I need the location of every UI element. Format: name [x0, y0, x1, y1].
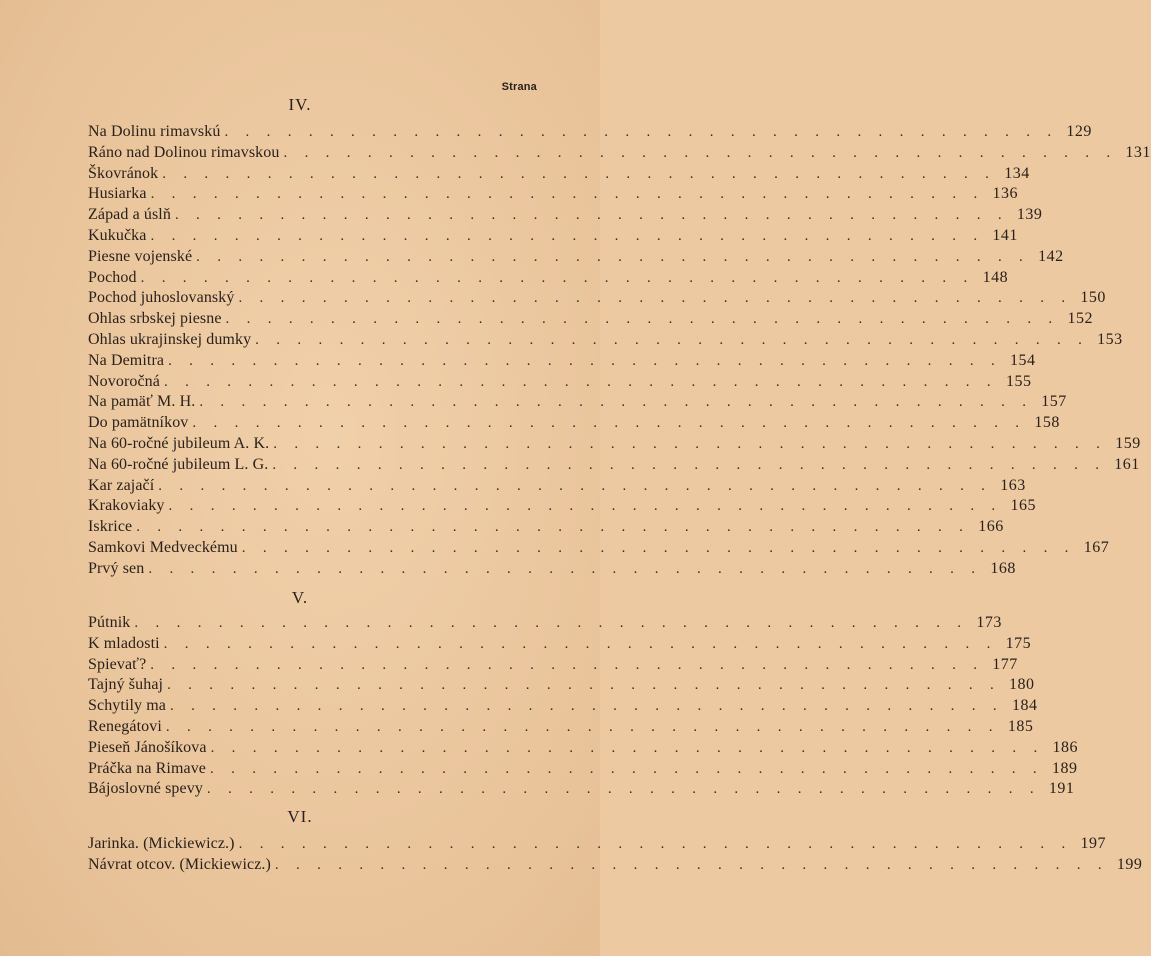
toc-entry [88, 779, 1075, 800]
dot-leader: . . . . . . . . . . . . . . . . . . . . . . . . . . . . . . . . . . . . . . . . [210, 739, 1045, 756]
toc-entry-title: Bájoslovné spevy [88, 780, 203, 798]
toc-entry-title: Ohlas ukrajinskej dumky [88, 330, 252, 348]
toc-entry-title: Návrat otcov. (Mickiewicz.) [88, 855, 271, 873]
section-heading-iv: IV. [288, 95, 312, 114]
toc-entry-page: 161 [1114, 455, 1140, 473]
dot-leader: . . . . . . . . . . . . . . . . . . . . . . . . . . . . . . . . . . . . . . . . [136, 519, 970, 536]
toc-entry-title: Novoročná [88, 372, 160, 390]
toc-entry-title: Práčka na Rimave [88, 759, 206, 777]
toc-entry [88, 613, 1002, 634]
toc-entry-page: 131 [1125, 143, 1151, 161]
toc-entry-title: Tajný šuhaj [88, 676, 164, 694]
toc-entry-page: 165 [1010, 497, 1036, 515]
toc-entry [88, 205, 1043, 226]
toc-entry [88, 413, 1060, 434]
dot-leader: . . . . . . . . . . . . . . . . . . . . . . . . . . . . . . . . . . . . . . . . [273, 435, 1107, 452]
toc-entry-page: 142 [1038, 247, 1064, 265]
toc-entry-title: Kar zajačí [88, 476, 155, 494]
toc-entry-title: Jarinka. (Mickiewicz.) [88, 835, 235, 852]
toc-entry-page: 167 [1083, 538, 1110, 556]
toc-entry-page: 168 [990, 559, 1016, 577]
dot-leader: . . . . . . . . . . . . . . . . . . . . . . . . . . . . . . . . . . . . . . . . [274, 856, 1109, 873]
toc-entry [88, 164, 1030, 185]
dot-leader: . . . . . . . . . . . . . . . . . . . . . . . . . . . . . . . . . . . . . . . . [168, 498, 1002, 515]
dot-leader: . . . . . . . . . . . . . . . . . . . . . . . . . . . . . . . . . . . . . . . . [140, 269, 975, 286]
toc-entry-title: Pochod [88, 268, 137, 286]
toc-entry-page: 197 [1080, 835, 1107, 852]
toc-list-vi [88, 834, 1143, 876]
toc-entry-page: 136 [992, 185, 1019, 203]
toc-entry [88, 143, 1151, 164]
toc-entry-page: 199 [1116, 855, 1143, 873]
toc-entry-page: 141 [992, 226, 1018, 244]
toc-entry-title: Pieseň Jánošíkova [88, 738, 207, 756]
toc-entry-title: Husiarka [88, 185, 147, 203]
toc-entry [88, 268, 1009, 289]
section-heading-vi: VI. [287, 807, 313, 826]
dot-leader: . . . . . . . . . . . . . . . . . . . . . . . . . . . . . . . . . . . . . . . . [238, 836, 1073, 852]
toc-entry [88, 717, 1034, 738]
toc-entry-title: Západ a úslň [88, 206, 171, 224]
toc-entry-title: Prvý sen [88, 559, 145, 577]
toc-entry [88, 372, 1032, 393]
dot-leader: . . . . . . . . . . . . . . . . . . . . . . . . . . . . . . . . . . . . . . . . [168, 352, 1002, 369]
toc-entry-page: 189 [1051, 759, 1078, 777]
toc-entry-title: Do pamätníkov [88, 414, 189, 432]
toc-entry-page: 185 [1007, 717, 1034, 735]
toc-entry-title: Spievať? [88, 655, 147, 673]
toc-entry-page: 155 [1005, 372, 1032, 390]
toc-entry [88, 476, 1026, 497]
dot-leader: . . . . . . . . . . . . . . . . . . . . . . . . . . . . . . . . . . . . . . . . [199, 394, 1033, 411]
toc-entry-title: Ráno nad Dolinou rimavskou [88, 143, 280, 161]
toc-entry [88, 496, 1036, 517]
dot-leader: . . . . . . . . . . . . . . . . . . . . . . . . . . . . . . . . . . . . . . . . [196, 248, 1030, 265]
toc-entry-title: Na 60-ročné jubileum A. K. [88, 434, 270, 452]
dot-leader: . . . . . . . . . . . . . . . . . . . . . . . . . . . . . . . . . . . . . . . . [164, 373, 998, 390]
toc-entry-title: Na pamäť M. H. [88, 393, 196, 411]
dot-leader: . . . . . . . . . . . . . . . . . . . . . . . . . . . . . . . . . . . . . . . . [167, 677, 1001, 694]
dot-leader: . . . . . . . . . . . . . . . . . . . . . . . . . . . . . . . . . . . . . . . . [134, 615, 968, 631]
toc-entry [88, 559, 1016, 580]
toc-entry [88, 351, 1036, 372]
toc-entry-title: Ohlas srbskej piesne [88, 310, 222, 328]
dot-leader: . . . . . . . . . . . . . . . . . . . . . . . . . . . . . . . . . . . . . . . . [225, 311, 1059, 328]
toc-entry [88, 122, 1092, 143]
dot-leader: . . . . . . . . . . . . . . . . . . . . . . . . . . . . . . . . . . . . . . . . [148, 560, 982, 577]
toc-entry [88, 226, 1018, 247]
toc-entry [88, 855, 1143, 876]
toc-entry [88, 655, 1018, 676]
toc-entry-page: 139 [1016, 206, 1043, 224]
toc-entry-page: 150 [1080, 289, 1106, 307]
toc-entry [88, 834, 1107, 855]
toc-entry-title: Samkovi Medveckému [88, 538, 238, 556]
toc-list-v [88, 613, 1079, 800]
dot-leader: . . . . . . . . . . . . . . . . . . . . . . . . . . . . . . . . . . . . . . . . [169, 698, 1004, 715]
toc-entry [88, 247, 1064, 268]
toc-entry-page: 180 [1009, 676, 1035, 694]
toc-entry-page: 152 [1067, 310, 1093, 328]
toc-entry [88, 759, 1078, 780]
toc-entry-page: 157 [1041, 393, 1067, 411]
toc-entry-page: 175 [1005, 634, 1032, 652]
dot-leader: . . . . . . . . . . . . . . . . . . . . . . . . . . . . . . . . . . . . . . . . [165, 718, 1000, 735]
dot-leader: . . . . . . . . . . . . . . . . . . . . . . . . . . . . . . . . . . . . . . . . [241, 539, 1076, 556]
dot-leader: . . . . . . . . . . . . . . . . . . . . . . . . . . . . . . . . . . . . . . . . [192, 415, 1026, 432]
toc-entry [88, 288, 1106, 309]
dot-leader: . . . . . . . . . . . . . . . . . . . . . . . . . . . . . . . . . . . . . . . . [158, 477, 992, 494]
toc-entry-title: Pochod juhoslovanský [88, 289, 235, 307]
toc-entry-page: 134 [1004, 164, 1030, 182]
toc-entry-title: Na Demitra [88, 351, 165, 369]
dot-leader: . . . . . . . . . . . . . . . . . . . . . . . . . . . . . . . . . . . . . . . . [150, 656, 984, 673]
toc-entry-title: K mladosti [88, 634, 160, 652]
dot-leader: . . . . . . . . . . . . . . . . . . . . . . . . . . . . . . . . . . . . . . . . [224, 124, 1058, 140]
toc-entry-page: 154 [1010, 351, 1036, 369]
dot-leader: . . . . . . . . . . . . . . . . . . . . . . . . . . . . . . . . . . . . . . . . [162, 165, 996, 182]
toc-entry-page: 186 [1052, 738, 1079, 756]
toc-entry-title: Piesne vojenské [88, 247, 193, 265]
toc-entry-title: Krakoviaky [88, 497, 165, 515]
toc-entry-page: 153 [1097, 330, 1123, 348]
toc-entry-title: Kukučka [88, 226, 147, 244]
page-column-label: Strana [501, 81, 537, 93]
toc-entry [88, 634, 1032, 655]
dot-leader: . . . . . . . . . . . . . . . . . . . . . . . . . . . . . . . . . . . . . . . . [174, 207, 1009, 224]
toc-entry [88, 696, 1038, 717]
toc-entry-page: 184 [1011, 697, 1038, 715]
dot-leader: . . . . . . . . . . . . . . . . . . . . . . . . . . . . . . . . . . . . . . . . [283, 144, 1117, 161]
toc-entry [88, 184, 1019, 205]
section-heading-v: V. [291, 588, 309, 607]
dot-leader: . . . . . . . . . . . . . . . . . . . . . . . . . . . . . . . . . . . . . . . . [210, 760, 1044, 777]
toc-entry-title: Iskrice [88, 518, 133, 536]
toc-entry-page: 191 [1048, 780, 1075, 798]
toc-entry [88, 738, 1079, 759]
dot-leader: . . . . . . . . . . . . . . . . . . . . . . . . . . . . . . . . . . . . . . . . [206, 781, 1041, 798]
toc-entry-title: Renegátovi [88, 717, 162, 735]
toc-entry-title: Škovránok [88, 164, 159, 182]
dot-leader: . . . . . . . . . . . . . . . . . . . . . . . . . . . . . . . . . . . . . . . . [238, 290, 1072, 307]
toc-entry [88, 330, 1123, 351]
toc-entry-page: 166 [978, 518, 1004, 536]
toc-entry-page: 173 [976, 614, 1002, 631]
toc-entry-title: Na Dolinu rimavskú [88, 123, 221, 140]
toc-entry-page: 177 [992, 655, 1018, 673]
dot-leader: . . . . . . . . . . . . . . . . . . . . . . . . . . . . . . . . . . . . . . . . [150, 186, 985, 203]
toc-entry-page: 159 [1115, 434, 1141, 452]
toc-entry [88, 309, 1093, 330]
toc-entry [88, 455, 1140, 476]
toc-entry-title: Na 60-ročné jubileum L. G. [88, 455, 269, 473]
toc-entry-page: 163 [1000, 476, 1026, 494]
toc-list-iv [88, 122, 1151, 580]
toc-entry [88, 538, 1110, 559]
dot-leader: . . . . . . . . . . . . . . . . . . . . . . . . . . . . . . . . . . . . . . . . [272, 456, 1106, 473]
dot-leader: . . . . . . . . . . . . . . . . . . . . . . . . . . . . . . . . . . . . . . . . [150, 227, 984, 244]
toc-entry-page: 148 [982, 268, 1009, 286]
toc-entry-page: 158 [1034, 414, 1060, 432]
dot-leader: . . . . . . . . . . . . . . . . . . . . . . . . . . . . . . . . . . . . . . . . [163, 635, 998, 652]
toc-entry-title: Schytily ma [88, 697, 166, 715]
toc-entry [88, 392, 1067, 413]
dot-leader: . . . . . . . . . . . . . . . . . . . . . . . . . . . . . . . . . . . . . . . . [255, 331, 1089, 348]
toc-entry-title: Pútnik [88, 614, 131, 631]
toc-entry [88, 434, 1141, 455]
toc-entry-page: 129 [1066, 123, 1092, 140]
toc-entry [88, 517, 1004, 538]
toc-entry [88, 675, 1035, 696]
